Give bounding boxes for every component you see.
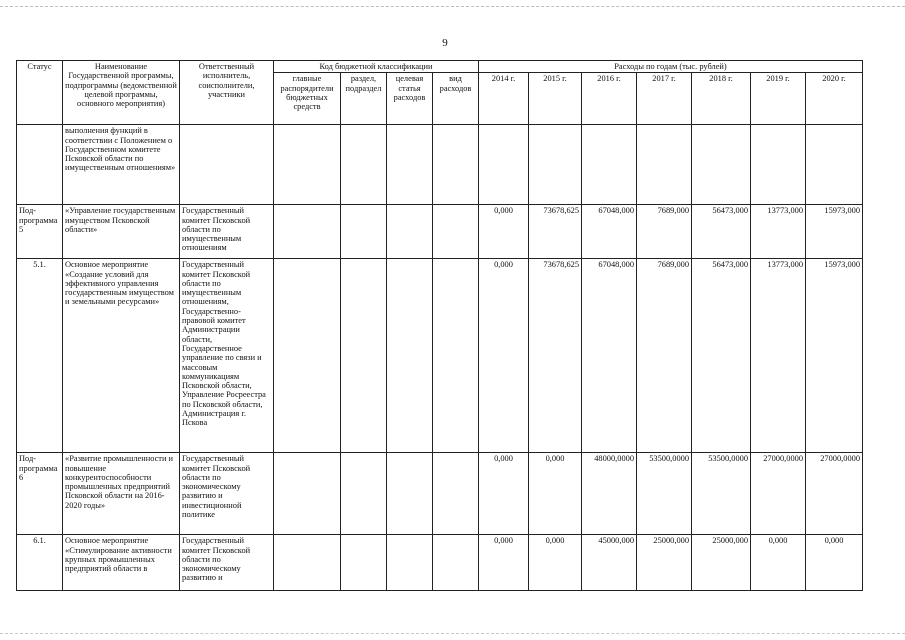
code-cell <box>274 535 341 591</box>
row-executor: Государственный комитет Псковской области по экономическому развитию и <box>180 535 274 591</box>
header-status: Статус <box>17 61 63 125</box>
value-2019: 13773,000 <box>751 259 806 453</box>
code-cell <box>387 535 433 591</box>
row-status: Под-программа 5 <box>17 205 63 259</box>
header-year-2019: 2019 г. <box>751 73 806 125</box>
code-cell <box>433 535 479 591</box>
value-2017 <box>637 125 692 205</box>
value-2018: 56473,000 <box>692 259 751 453</box>
value-2016: 48000,0000 <box>582 453 637 535</box>
row-status <box>17 125 63 205</box>
value-2015 <box>529 125 582 205</box>
code-cell <box>274 205 341 259</box>
value-2019: 27000,0000 <box>751 453 806 535</box>
value-2018: 25000,000 <box>692 535 751 591</box>
value-2019: 0,000 <box>751 535 806 591</box>
table-row <box>17 535 863 591</box>
value-2020: 15973,000 <box>806 259 863 453</box>
header-year-2016: 2016 г. <box>582 73 637 125</box>
value-2015: 0,000 <box>529 535 582 591</box>
table-row <box>17 205 863 259</box>
code-cell <box>341 535 387 591</box>
row-name: «Управление государственным имуществом Псковской области» <box>63 205 180 259</box>
row-executor: Государственный комитет Псковской области по имущественным отношениям <box>180 205 274 259</box>
row-status: 6.1. <box>17 535 63 591</box>
value-2018: 53500,0000 <box>692 453 751 535</box>
value-2015: 73678,625 <box>529 259 582 453</box>
header-year-2018: 2018 г. <box>692 73 751 125</box>
value-2019: 13773,000 <box>751 205 806 259</box>
scan-edge-bottom <box>0 633 905 634</box>
header-year-2015: 2015 г. <box>529 73 582 125</box>
code-cell <box>433 453 479 535</box>
row-status: Под-программа 6 <box>17 453 63 535</box>
value-2015: 0,000 <box>529 453 582 535</box>
value-2014: 0,000 <box>479 535 529 591</box>
row-name: «Развитие промышленности и повышение конкурентоспособности промышленных предприятий Псковской области на 2016-2020 годы» <box>63 453 180 535</box>
code-cell <box>341 125 387 205</box>
code-cell <box>387 205 433 259</box>
header-year-2014: 2014 г. <box>479 73 529 125</box>
code-cell <box>341 259 387 453</box>
value-2019 <box>751 125 806 205</box>
row-executor <box>180 125 274 205</box>
header-budget-code: Код бюджетной классификации <box>274 61 479 73</box>
header-code-section: раздел, подраздел <box>341 73 387 125</box>
row-name: Основное мероприятие «Создание условий для эффективного управления государственным имуществом и земельными ресурсами» <box>63 259 180 453</box>
row-status: 5.1. <box>17 259 63 453</box>
code-cell <box>387 453 433 535</box>
value-2014: 0,000 <box>479 259 529 453</box>
value-2017: 53500,0000 <box>637 453 692 535</box>
value-2018: 56473,000 <box>692 205 751 259</box>
value-2017: 7689,000 <box>637 205 692 259</box>
row-executor: Государственный комитет Псковской области по имущественным отношениям, Государственно-правовой комитет Администрации области, Государственное управление по связи и массовым коммуникациям Псковской области, Управление Росреестра по Псковской области, Администрация г. Пскова <box>180 259 274 453</box>
code-cell <box>274 125 341 205</box>
code-cell <box>387 125 433 205</box>
code-cell <box>274 453 341 535</box>
value-2014 <box>479 125 529 205</box>
value-2016: 45000,000 <box>582 535 637 591</box>
value-2017: 25000,000 <box>637 535 692 591</box>
header-name: Наименование Государственной программы, подпрограммы (ведомственной целевой программы, основного мероприятия) <box>63 61 180 125</box>
code-cell <box>433 125 479 205</box>
page-number: 9 <box>442 37 448 49</box>
header-code-target-article: целевая статья расходов <box>387 73 433 125</box>
code-cell <box>433 205 479 259</box>
table-row <box>17 259 863 453</box>
value-2015: 73678,625 <box>529 205 582 259</box>
value-2016: 67048,000 <box>582 259 637 453</box>
header-executor: Ответственный исполнитель, соисполнители, участники <box>180 61 274 125</box>
value-2016: 67048,000 <box>582 205 637 259</box>
code-cell <box>341 205 387 259</box>
header-code-expense-type: вид расходов <box>433 73 479 125</box>
header-row-1 <box>17 61 863 73</box>
header-year-2020: 2020 г. <box>806 73 863 125</box>
header-expenses: Расходы по годам (тыс. рублей) <box>479 61 863 73</box>
row-name: Основное мероприятие «Стимулирование активности крупных промышленных предприятий области в <box>63 535 180 591</box>
value-2016 <box>582 125 637 205</box>
row-name: выполнения функций в соответствии с Положением о Государственном комитете Псковской области по имущественным отношениям» <box>63 125 180 205</box>
budget-table <box>16 60 863 591</box>
table-row <box>17 453 863 535</box>
scan-edge-top <box>0 6 905 7</box>
value-2020: 0,000 <box>806 535 863 591</box>
code-cell <box>387 259 433 453</box>
value-2017: 7689,000 <box>637 259 692 453</box>
header-year-2017: 2017 г. <box>637 73 692 125</box>
value-2020: 15973,000 <box>806 205 863 259</box>
row-executor: Государственный комитет Псковской области по экономическому развитию и инвестиционной политике <box>180 453 274 535</box>
code-cell <box>433 259 479 453</box>
header-code-chief-administrator: главные распорядители бюджетных средств <box>274 73 341 125</box>
code-cell <box>341 453 387 535</box>
value-2020: 27000,0000 <box>806 453 863 535</box>
value-2014: 0,000 <box>479 205 529 259</box>
value-2014: 0,000 <box>479 453 529 535</box>
value-2020 <box>806 125 863 205</box>
value-2018 <box>692 125 751 205</box>
code-cell <box>274 259 341 453</box>
table-row <box>17 125 863 205</box>
